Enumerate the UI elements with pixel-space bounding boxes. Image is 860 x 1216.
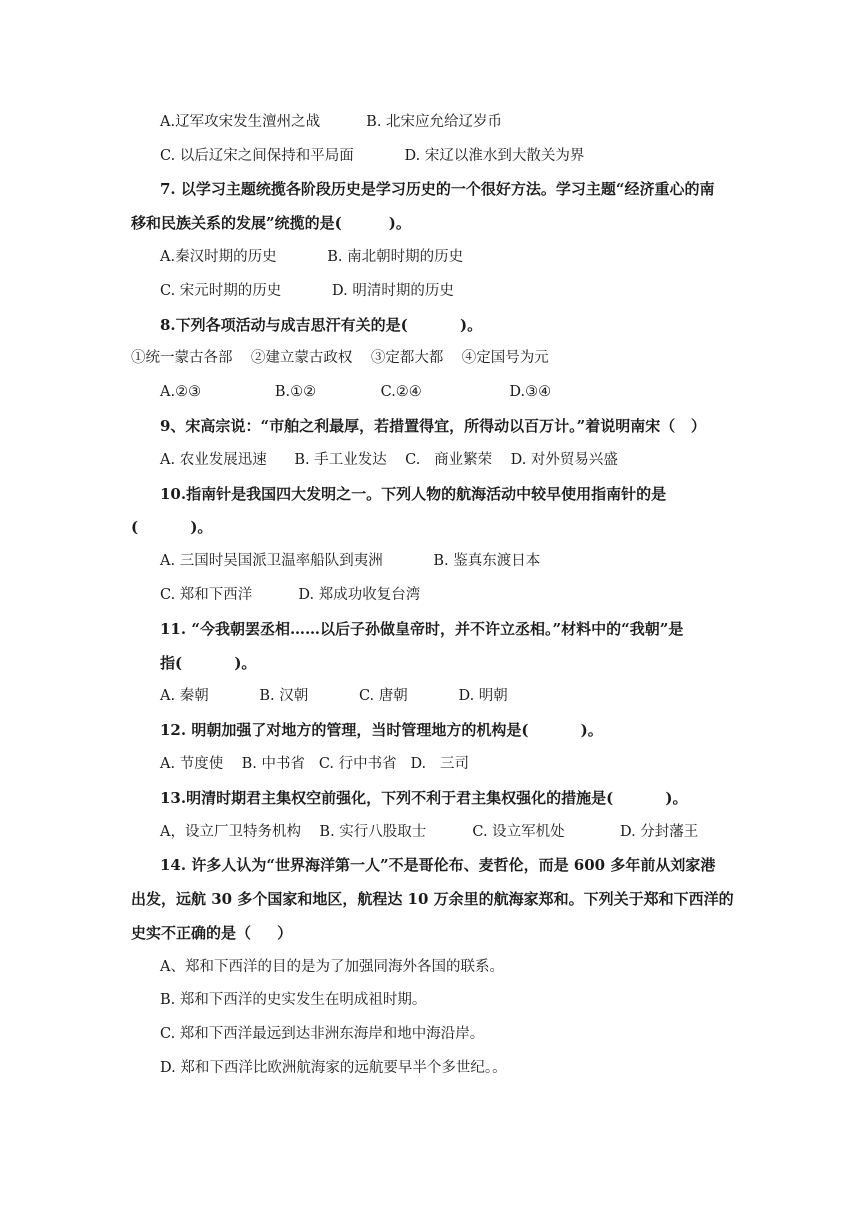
question-8-items: ①统一蒙古各部 ②建立蒙古政权 ③定都大都 ④定国号为元 (131, 350, 549, 366)
question-10-stem-cont: ( )。 (131, 518, 213, 536)
question-13-options: A，设立厂卫特务机构 B. 实行八股取士 C. 设立军机处 D. 分封藩王 (160, 824, 699, 840)
question-7-stem-cont: 移和民族关系的发展”统揽的是( )。 (131, 214, 411, 232)
question-14-option-b: B. 郑和下西洋的史实发生在明成祖时期。 (160, 992, 427, 1008)
question-14-option-d: D. 郑和下西洋比欧洲航海家的远航要早半个多世纪。。 (160, 1060, 507, 1076)
question-11-options: A. 秦朝 B. 汉朝 C. 唐朝 D. 明朝 (160, 688, 508, 704)
question-11-stem: 11. “今我朝罢丞相……以后子孙做皇帝时，并不许立丞相。”材料中的“我朝”是 (160, 620, 684, 638)
question-6-options-cd: C. 以后辽宋之间保持和平局面 D. 宋辽以淮水到大散关为界 (160, 148, 585, 164)
question-14-stem-cont-2: 史实不正确的是（ ） (131, 924, 293, 942)
question-8-options: A.②③ B.①② C.②④ D.③④ (160, 384, 552, 400)
question-9-options: A. 农业发展迅速 B. 手工业发达 C. 商业繁荣 D. 对外贸易兴盛 (160, 452, 618, 468)
question-10-options-cd: C. 郑和下西洋 D. 郑成功收复台湾 (160, 587, 421, 603)
question-12-options: A. 节度使 B. 中书省 C. 行中书省 D. 三司 (160, 756, 469, 772)
question-10-options-ab: A. 三国时吴国派卫温率船队到夷洲 B. 鉴真东渡日本 (160, 553, 541, 569)
question-12-stem: 12. 明朝加强了对地方的管理，当时管理地方的机构是( )。 (160, 721, 603, 739)
question-14-option-c: C. 郑和下西洋最远到达非洲东海岸和地中海沿岸。 (160, 1026, 485, 1042)
question-13-stem: 13.明清时期君主集权空前强化，下列不利于君主集权强化的措施是( )。 (160, 789, 688, 807)
question-14-stem: 14. 许多人认为“世界海洋第一人”不是哥伦布、麦哲伦，而是 600 多年前从刘家港 (160, 856, 716, 874)
question-7-stem: 7. 以学习主题统揽各阶段历史是学习历史的一个很好方法。学习主题“经济重心的南 (160, 180, 715, 198)
question-7-options-ab: A.秦汉时期的历史 B. 南北朝时期的历史 (160, 249, 464, 265)
question-6-options-ab: A.辽军攻宋发生澶州之战 B. 北宋应允给辽岁币 (160, 114, 503, 130)
question-9-stem: 9、宋高宗说：“市舶之利最厚，若措置得宜，所得动以百万计。”着说明南宋（ ） (160, 417, 706, 435)
question-10-stem: 10.指南针是我国四大发明之一。下列人物的航海活动中较早使用指南针的是 (160, 485, 667, 503)
question-11-stem-cont: 指( )。 (160, 654, 257, 672)
question-8-stem: 8.下列各项活动与成吉思汗有关的是( )。 (160, 316, 483, 334)
question-7-options-cd: C. 宋元时期的历史 D. 明清时期的历史 (160, 283, 454, 299)
question-14-stem-cont-1: 出发，远航 30 多个国家和地区，航程达 10 万余里的航海家郑和。下列关于郑和下西洋的 (131, 890, 734, 908)
question-14-option-a: A、郑和下西洋的目的是为了加强同海外各国的联系。 (160, 959, 504, 975)
